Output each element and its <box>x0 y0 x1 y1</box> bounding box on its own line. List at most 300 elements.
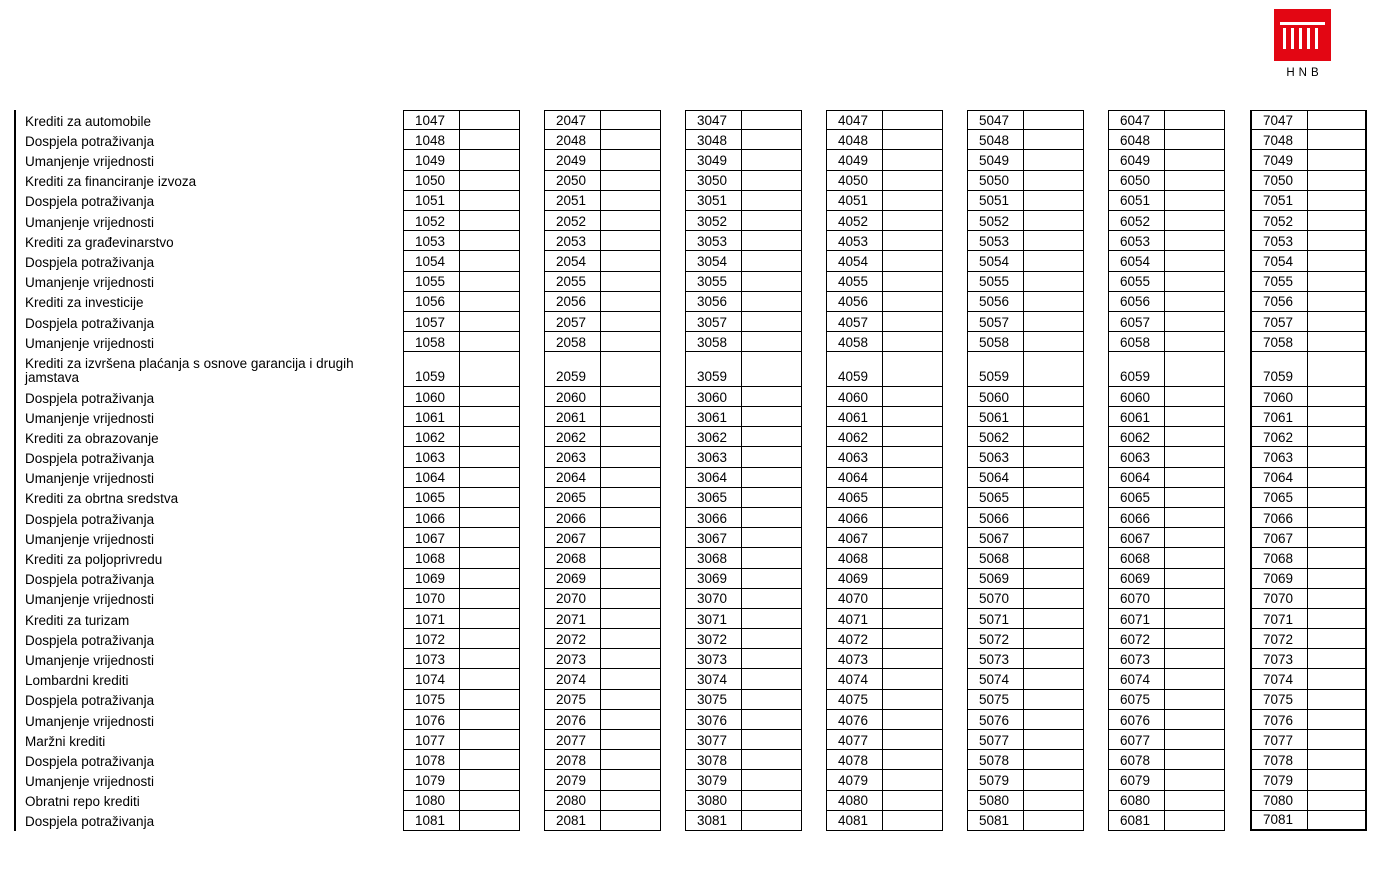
value-input-cell[interactable] <box>1164 730 1225 749</box>
value-input-cell[interactable] <box>1307 770 1367 789</box>
value-input-cell[interactable] <box>459 352 520 386</box>
value-input-cell[interactable] <box>600 387 661 406</box>
code-cell <box>1250 407 1367 427</box>
value-input-cell[interactable] <box>1307 312 1367 331</box>
value-input-cell[interactable] <box>1164 811 1225 830</box>
value-input-cell[interactable] <box>882 589 943 608</box>
value-input-cell[interactable] <box>600 690 661 709</box>
value-input-cell[interactable] <box>1307 251 1367 270</box>
value-input-cell[interactable] <box>1307 447 1367 466</box>
code-cell <box>1250 387 1367 407</box>
value-input-cell[interactable] <box>1164 352 1225 386</box>
value-input-cell[interactable] <box>882 111 943 129</box>
value-input-cell[interactable] <box>1164 569 1225 588</box>
value-input-cell[interactable] <box>882 649 943 668</box>
value-input-cell[interactable] <box>1023 750 1084 769</box>
value-input-cell[interactable] <box>459 649 520 668</box>
value-input-cell[interactable] <box>1307 171 1367 190</box>
row-code: 2075 <box>556 692 587 708</box>
value-input-cell[interactable] <box>741 669 802 688</box>
value-input-cell[interactable] <box>741 468 802 487</box>
row-label: Umanjenje vrijednosti <box>25 154 155 170</box>
value-input-cell[interactable] <box>741 272 802 291</box>
value-input-cell[interactable] <box>459 427 520 446</box>
value-input-cell[interactable] <box>1307 548 1367 567</box>
value-input-cell[interactable] <box>741 332 802 351</box>
value-input-cell[interactable] <box>1307 427 1367 446</box>
value-input-cell[interactable] <box>1023 811 1084 830</box>
value-input-cell[interactable] <box>882 468 943 487</box>
value-input-cell[interactable] <box>741 690 802 709</box>
row-code: 7057 <box>1263 314 1294 330</box>
value-input-cell[interactable] <box>741 750 802 769</box>
code-cell <box>967 669 1084 689</box>
value-input-cell[interactable] <box>600 770 661 789</box>
value-input-cell[interactable] <box>882 669 943 688</box>
value-input-cell[interactable] <box>741 231 802 250</box>
value-input-cell[interactable] <box>1023 447 1084 466</box>
value-input-cell[interactable] <box>459 730 520 749</box>
value-input-cell[interactable] <box>600 488 661 507</box>
value-input-cell[interactable] <box>741 312 802 331</box>
value-input-cell[interactable] <box>741 407 802 426</box>
code-cell <box>967 352 1084 387</box>
value-input-cell[interactable] <box>1164 609 1225 628</box>
value-input-cell[interactable] <box>741 211 802 230</box>
value-input-cell[interactable] <box>1164 387 1225 406</box>
value-input-cell[interactable] <box>882 231 943 250</box>
value-input-cell[interactable] <box>600 447 661 466</box>
value-input-cell[interactable] <box>882 211 943 230</box>
value-input-cell[interactable] <box>459 387 520 406</box>
value-input-cell[interactable] <box>1307 508 1367 527</box>
value-input-cell[interactable] <box>882 569 943 588</box>
value-input-cell[interactable] <box>459 488 520 507</box>
value-input-cell[interactable] <box>741 811 802 830</box>
code-cell <box>685 312 802 332</box>
value-input-cell[interactable] <box>600 750 661 769</box>
value-input-cell[interactable] <box>459 750 520 769</box>
value-input-cell[interactable] <box>882 750 943 769</box>
value-input-cell[interactable] <box>741 488 802 507</box>
value-input-cell[interactable] <box>882 387 943 406</box>
value-input-cell[interactable] <box>882 332 943 351</box>
value-input-cell[interactable] <box>600 569 661 588</box>
value-input-cell[interactable] <box>1164 669 1225 688</box>
value-input-cell[interactable] <box>600 427 661 446</box>
value-input-cell[interactable] <box>1023 231 1084 250</box>
value-input-cell[interactable] <box>459 332 520 351</box>
value-input-cell[interactable] <box>459 251 520 270</box>
value-input-cell[interactable] <box>1023 569 1084 588</box>
value-input-cell[interactable] <box>1307 332 1367 351</box>
value-input-cell[interactable] <box>1023 407 1084 426</box>
value-input-cell[interactable] <box>741 387 802 406</box>
code-cell <box>1108 629 1225 649</box>
value-input-cell[interactable] <box>1307 211 1367 230</box>
value-input-cell[interactable] <box>882 690 943 709</box>
value-input-cell[interactable] <box>600 528 661 547</box>
value-input-cell[interactable] <box>882 488 943 507</box>
value-input-cell[interactable] <box>1023 609 1084 628</box>
value-input-cell[interactable] <box>1307 528 1367 547</box>
value-input-cell[interactable] <box>1307 231 1367 250</box>
value-input-cell[interactable] <box>600 211 661 230</box>
value-input-cell[interactable] <box>1307 488 1367 507</box>
value-input-cell[interactable] <box>741 569 802 588</box>
row-code: 3072 <box>697 631 728 647</box>
value-input-cell[interactable] <box>459 791 520 810</box>
value-input-cell[interactable] <box>1307 750 1367 769</box>
value-input-cell[interactable] <box>1164 171 1225 190</box>
value-input-cell[interactable] <box>459 609 520 628</box>
value-input-cell[interactable] <box>1164 231 1225 250</box>
value-input-cell[interactable] <box>882 548 943 567</box>
value-input-cell[interactable] <box>459 312 520 331</box>
value-input-cell[interactable] <box>1023 710 1084 729</box>
value-input-cell[interactable] <box>741 528 802 547</box>
code-cell <box>685 272 802 292</box>
value-input-cell[interactable] <box>882 312 943 331</box>
value-input-cell[interactable] <box>1307 669 1367 688</box>
row-left-rule <box>14 272 16 292</box>
value-input-cell[interactable] <box>741 589 802 608</box>
table-row <box>0 110 1386 130</box>
value-input-cell[interactable] <box>600 629 661 648</box>
value-input-cell[interactable] <box>1023 669 1084 688</box>
value-input-cell[interactable] <box>1164 292 1225 311</box>
value-input-cell[interactable] <box>1023 508 1084 527</box>
value-input-cell[interactable] <box>1023 352 1084 386</box>
value-input-cell[interactable] <box>1307 609 1367 628</box>
value-input-cell[interactable] <box>600 171 661 190</box>
value-input-cell[interactable] <box>741 770 802 789</box>
value-input-cell[interactable] <box>1164 589 1225 608</box>
value-input-cell[interactable] <box>1023 589 1084 608</box>
value-input-cell[interactable] <box>741 130 802 149</box>
value-input-cell[interactable] <box>459 508 520 527</box>
value-input-cell[interactable] <box>1164 111 1225 129</box>
value-input-cell[interactable] <box>1164 690 1225 709</box>
value-input-cell[interactable] <box>459 292 520 311</box>
value-input-cell[interactable] <box>600 292 661 311</box>
value-input-cell[interactable] <box>741 629 802 648</box>
row-code: 6073 <box>1120 651 1151 667</box>
value-input-cell[interactable] <box>600 407 661 426</box>
value-input-cell[interactable] <box>600 352 661 386</box>
value-input-cell[interactable] <box>1023 791 1084 810</box>
row-code: 4062 <box>838 429 869 445</box>
value-input-cell[interactable] <box>882 609 943 628</box>
value-input-cell[interactable] <box>1164 649 1225 668</box>
value-input-cell[interactable] <box>882 710 943 729</box>
value-input-cell[interactable] <box>882 191 943 210</box>
value-input-cell[interactable] <box>1164 508 1225 527</box>
value-input-cell[interactable] <box>1307 387 1367 406</box>
value-input-cell[interactable] <box>741 710 802 729</box>
value-input-cell[interactable] <box>600 589 661 608</box>
value-input-cell[interactable] <box>600 791 661 810</box>
value-input-cell[interactable] <box>882 508 943 527</box>
value-input-cell[interactable] <box>1023 548 1084 567</box>
code-cell <box>826 251 943 271</box>
value-input-cell[interactable] <box>1164 750 1225 769</box>
value-input-cell[interactable] <box>1164 150 1225 169</box>
value-input-cell[interactable] <box>600 111 661 129</box>
value-input-cell[interactable] <box>459 111 520 129</box>
value-input-cell[interactable] <box>600 669 661 688</box>
value-input-cell[interactable] <box>1023 251 1084 270</box>
value-input-cell[interactable] <box>1023 468 1084 487</box>
row-code: 7078 <box>1263 752 1294 768</box>
value-input-cell[interactable] <box>1164 710 1225 729</box>
value-input-cell[interactable] <box>741 150 802 169</box>
value-input-cell[interactable] <box>741 171 802 190</box>
value-input-cell[interactable] <box>1164 447 1225 466</box>
value-input-cell[interactable] <box>1307 150 1367 169</box>
value-input-cell[interactable] <box>1164 191 1225 210</box>
code-cell <box>1108 130 1225 150</box>
row-code: 3081 <box>697 813 728 829</box>
value-input-cell[interactable] <box>1307 710 1367 729</box>
value-input-cell[interactable] <box>459 130 520 149</box>
value-input-cell[interactable] <box>1023 171 1084 190</box>
value-input-cell[interactable] <box>882 272 943 291</box>
value-input-cell[interactable] <box>1307 589 1367 608</box>
value-input-cell[interactable] <box>1023 730 1084 749</box>
value-input-cell[interactable] <box>459 690 520 709</box>
value-input-cell[interactable] <box>459 669 520 688</box>
value-input-cell[interactable] <box>1164 629 1225 648</box>
value-input-cell[interactable] <box>741 649 802 668</box>
row-code: 3073 <box>697 651 728 667</box>
row-code: 3058 <box>697 334 728 350</box>
value-input-cell[interactable] <box>600 150 661 169</box>
value-input-cell[interactable] <box>1164 528 1225 547</box>
row-code: 6066 <box>1120 510 1151 526</box>
value-input-cell[interactable] <box>1307 111 1367 129</box>
value-input-cell[interactable] <box>600 508 661 527</box>
value-input-cell[interactable] <box>600 649 661 668</box>
value-input-cell[interactable] <box>459 548 520 567</box>
value-input-cell[interactable] <box>1164 251 1225 270</box>
value-input-cell[interactable] <box>600 548 661 567</box>
value-input-cell[interactable] <box>1023 387 1084 406</box>
value-input-cell[interactable] <box>1307 811 1367 829</box>
code-cell <box>403 447 520 467</box>
value-input-cell[interactable] <box>459 811 520 830</box>
value-input-cell[interactable] <box>882 811 943 830</box>
value-input-cell[interactable] <box>1307 272 1367 291</box>
value-input-cell[interactable] <box>1023 292 1084 311</box>
value-input-cell[interactable] <box>1307 649 1367 668</box>
code-cell <box>544 191 661 211</box>
value-input-cell[interactable] <box>600 811 661 830</box>
value-input-cell[interactable] <box>1307 130 1367 149</box>
value-input-cell[interactable] <box>1164 548 1225 567</box>
value-input-cell[interactable] <box>459 407 520 426</box>
code-cell <box>1108 770 1225 790</box>
value-input-cell[interactable] <box>459 272 520 291</box>
code-cell <box>967 609 1084 629</box>
value-input-cell[interactable] <box>741 427 802 446</box>
value-input-cell[interactable] <box>1023 629 1084 648</box>
value-input-cell[interactable] <box>1023 649 1084 668</box>
row-code: 5062 <box>979 429 1010 445</box>
value-input-cell[interactable] <box>882 730 943 749</box>
value-input-cell[interactable] <box>459 569 520 588</box>
value-input-cell[interactable] <box>1023 111 1084 129</box>
value-input-cell[interactable] <box>1164 488 1225 507</box>
value-input-cell[interactable] <box>741 730 802 749</box>
value-input-cell[interactable] <box>459 770 520 789</box>
code-cell <box>967 332 1084 352</box>
value-input-cell[interactable] <box>600 272 661 291</box>
code-cell <box>967 292 1084 312</box>
value-input-cell[interactable] <box>1307 468 1367 487</box>
code-cell <box>403 589 520 609</box>
code-cell <box>1250 669 1367 689</box>
value-input-cell[interactable] <box>1023 211 1084 230</box>
row-label: Krediti za izvršena plaćanja s osnove garancija i drugih jamstava <box>25 355 354 386</box>
value-input-cell[interactable] <box>459 231 520 250</box>
row-code: 1080 <box>415 793 446 809</box>
value-input-cell[interactable] <box>882 447 943 466</box>
value-input-cell[interactable] <box>600 609 661 628</box>
value-input-cell[interactable] <box>1023 488 1084 507</box>
value-input-cell[interactable] <box>1164 332 1225 351</box>
row-code: 3069 <box>697 571 728 587</box>
value-input-cell[interactable] <box>600 231 661 250</box>
value-input-cell[interactable] <box>1023 150 1084 169</box>
value-input-cell[interactable] <box>459 589 520 608</box>
value-input-cell[interactable] <box>600 332 661 351</box>
code-cell <box>826 791 943 811</box>
value-input-cell[interactable] <box>600 468 661 487</box>
value-input-cell[interactable] <box>1023 427 1084 446</box>
value-input-cell[interactable] <box>882 171 943 190</box>
value-input-cell[interactable] <box>882 130 943 149</box>
value-input-cell[interactable] <box>1307 629 1367 648</box>
value-input-cell[interactable] <box>1164 791 1225 810</box>
value-input-cell[interactable] <box>882 528 943 547</box>
row-code: 6055 <box>1120 274 1151 290</box>
value-input-cell[interactable] <box>1307 569 1367 588</box>
value-input-cell[interactable] <box>600 191 661 210</box>
row-code: 1062 <box>415 429 446 445</box>
value-input-cell[interactable] <box>882 292 943 311</box>
value-input-cell[interactable] <box>459 447 520 466</box>
value-input-cell[interactable] <box>1023 130 1084 149</box>
value-input-cell[interactable] <box>1307 791 1367 810</box>
value-input-cell[interactable] <box>1023 191 1084 210</box>
value-input-cell[interactable] <box>600 251 661 270</box>
value-input-cell[interactable] <box>459 710 520 729</box>
row-code: 6080 <box>1120 793 1151 809</box>
value-input-cell[interactable] <box>1307 191 1367 210</box>
value-input-cell[interactable] <box>882 629 943 648</box>
value-input-cell[interactable] <box>459 150 520 169</box>
value-input-cell[interactable] <box>741 191 802 210</box>
value-input-cell[interactable] <box>1023 690 1084 709</box>
row-code: 2065 <box>556 490 587 506</box>
value-input-cell[interactable] <box>1023 312 1084 331</box>
row-left-rule <box>14 150 16 170</box>
value-input-cell[interactable] <box>1164 468 1225 487</box>
value-input-cell[interactable] <box>741 609 802 628</box>
value-input-cell[interactable] <box>741 447 802 466</box>
value-input-cell[interactable] <box>1164 770 1225 789</box>
value-input-cell[interactable] <box>741 508 802 527</box>
value-input-cell[interactable] <box>1164 407 1225 426</box>
value-input-cell[interactable] <box>882 791 943 810</box>
row-label: Dospjela potraživanja <box>25 572 155 588</box>
value-input-cell[interactable] <box>741 352 802 386</box>
value-input-cell[interactable] <box>1164 312 1225 331</box>
value-input-cell[interactable] <box>741 791 802 810</box>
value-input-cell[interactable] <box>882 251 943 270</box>
value-input-cell[interactable] <box>1023 332 1084 351</box>
value-input-cell[interactable] <box>882 770 943 789</box>
value-input-cell[interactable] <box>1164 272 1225 291</box>
value-input-cell[interactable] <box>882 427 943 446</box>
row-code: 4047 <box>838 112 869 128</box>
code-cell <box>967 589 1084 609</box>
value-input-cell[interactable] <box>459 171 520 190</box>
value-input-cell[interactable] <box>459 468 520 487</box>
value-input-cell[interactable] <box>600 710 661 729</box>
table-row <box>0 730 1386 750</box>
value-input-cell[interactable] <box>741 292 802 311</box>
value-input-cell[interactable] <box>459 211 520 230</box>
value-input-cell[interactable] <box>1164 130 1225 149</box>
code-cell <box>685 508 802 528</box>
value-input-cell[interactable] <box>1307 352 1367 386</box>
row-code: 1078 <box>415 752 446 768</box>
value-input-cell[interactable] <box>600 730 661 749</box>
code-cell <box>1108 569 1225 589</box>
row-code: 6054 <box>1120 254 1151 269</box>
value-input-cell[interactable] <box>600 312 661 331</box>
value-input-cell[interactable] <box>459 629 520 648</box>
value-input-cell[interactable] <box>741 251 802 270</box>
value-input-cell[interactable] <box>1023 528 1084 547</box>
value-input-cell[interactable] <box>1023 272 1084 291</box>
value-input-cell[interactable] <box>459 191 520 210</box>
value-input-cell[interactable] <box>882 352 943 386</box>
value-input-cell[interactable] <box>741 111 802 129</box>
value-input-cell[interactable] <box>1164 211 1225 230</box>
row-code: 1052 <box>415 213 446 229</box>
value-input-cell[interactable] <box>600 130 661 149</box>
row-code: 3077 <box>697 732 728 748</box>
value-input-cell[interactable] <box>1164 427 1225 446</box>
value-input-cell[interactable] <box>741 548 802 567</box>
value-input-cell[interactable] <box>459 528 520 547</box>
code-cell <box>1108 312 1225 332</box>
value-input-cell[interactable] <box>882 407 943 426</box>
row-left-rule <box>14 569 16 589</box>
value-input-cell[interactable] <box>1307 292 1367 311</box>
value-input-cell[interactable] <box>882 150 943 169</box>
code-cell <box>685 468 802 488</box>
row-code: 6056 <box>1120 294 1151 310</box>
value-input-cell[interactable] <box>1023 770 1084 789</box>
code-cell <box>967 750 1084 770</box>
value-input-cell[interactable] <box>1307 690 1367 709</box>
value-input-cell[interactable] <box>1307 730 1367 749</box>
value-input-cell[interactable] <box>1307 407 1367 426</box>
